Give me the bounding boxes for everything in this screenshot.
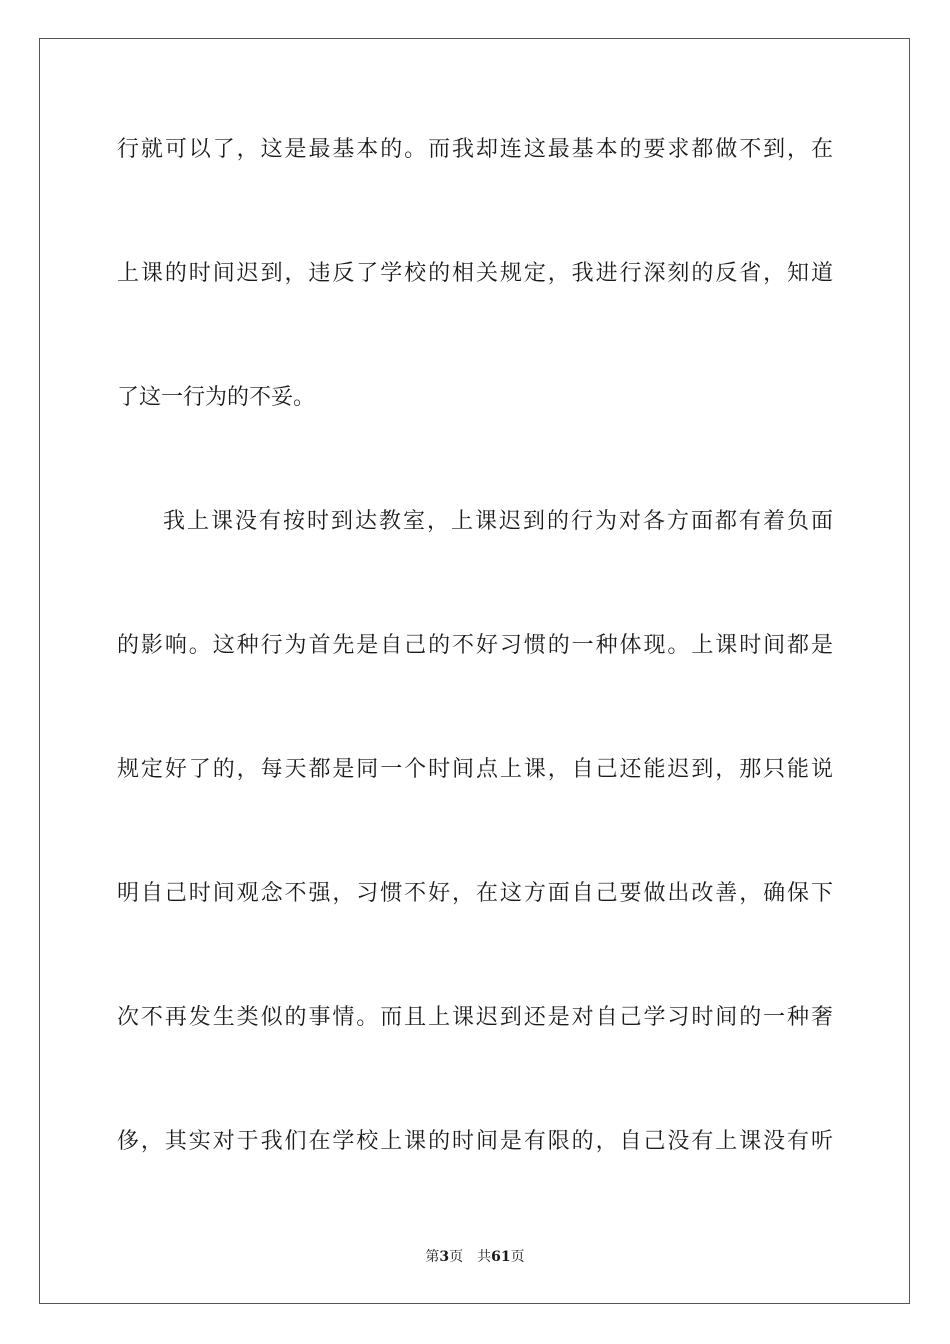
page-footer <box>0 1247 950 1267</box>
page-suffix: 页 <box>449 1249 464 1265</box>
body-text-line-4: 我上课没有按时到达教室，上课迟到的行为对各方面都有着负面 <box>163 509 833 534</box>
page-border <box>39 38 910 1304</box>
body-text-line-9: 侈，其实对于我们在学校上课的时间是有限的，自己没有上课没有听 <box>117 1129 833 1154</box>
body-text-line-1: 行就可以了，这是最基本的。而我却连这最基本的要求都做不到，在 <box>117 137 833 162</box>
page-number: 3 <box>439 1249 450 1265</box>
body-text-line-3: 了这一行为的不妥。 <box>117 385 316 410</box>
total-pages: 61 <box>491 1249 511 1265</box>
body-text-line-6: 规定好了的，每天都是同一个时间点上课，自己还能迟到，那只能说 <box>117 757 833 782</box>
total-suffix: 页 <box>510 1249 525 1265</box>
body-text-line-8: 次不再发生类似的事情。而且上课迟到还是对自己学习时间的一种奢 <box>117 1005 833 1030</box>
body-text-line-5: 的影响。这种行为首先是自己的不好习惯的一种体现。上课时间都是 <box>117 633 833 658</box>
body-text-line-2: 上课的时间迟到，违反了学校的相关规定，我进行深刻的反省，知道 <box>117 261 833 286</box>
total-prefix: 共 <box>477 1249 492 1265</box>
page-prefix: 第 <box>425 1249 440 1265</box>
body-text-line-7: 明自己时间观念不强，习惯不好，在这方面自己要做出改善，确保下 <box>117 881 833 906</box>
